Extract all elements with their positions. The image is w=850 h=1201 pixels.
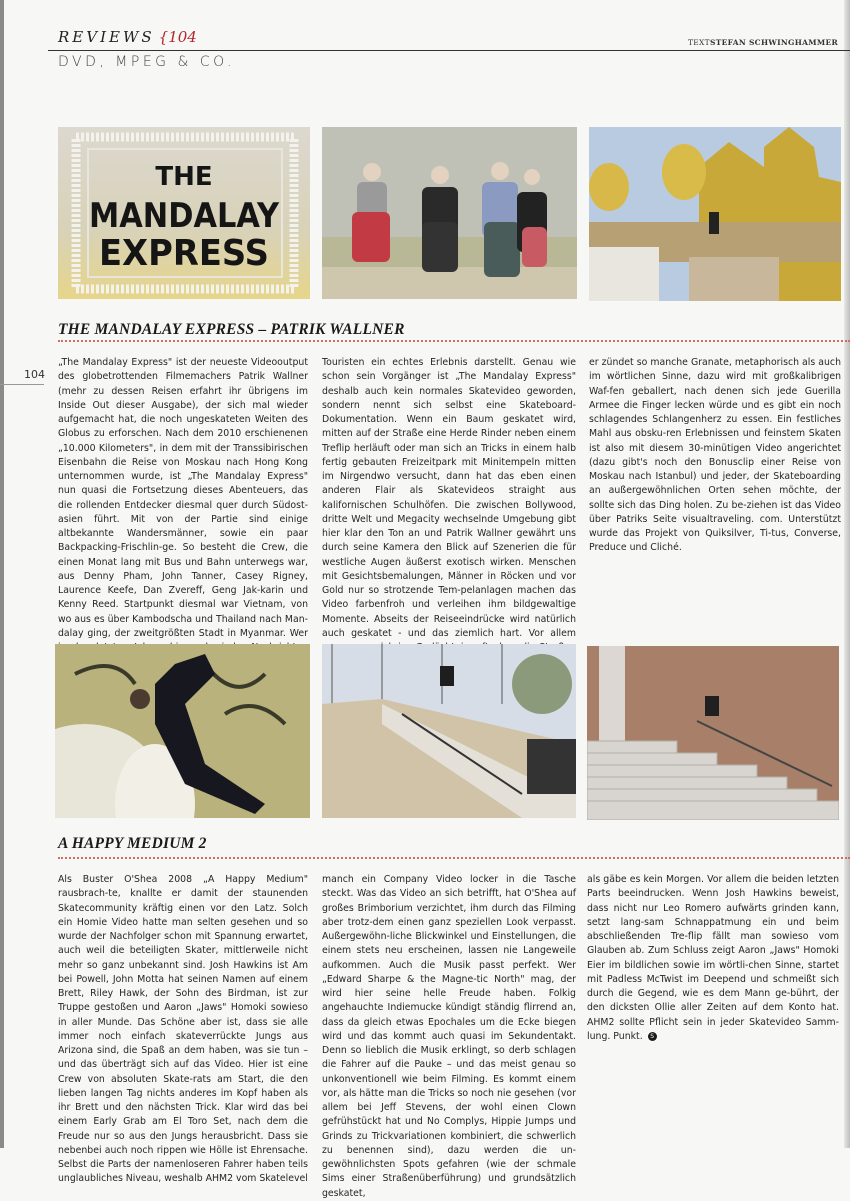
pool-graffiti-photo [55, 644, 310, 818]
section-kicker [58, 28, 197, 46]
header-rule [48, 50, 850, 51]
page-reference: {104 [158, 28, 197, 46]
review2-paragraph-2: manch ein Company Video locker in die Tasche steckt. Was das Video an sich betrifft, hat O'Shea auf großes Brimborium verzichtet, ihm durch das Filming aber trotz-dem einen ganz speziellen Look verpasst. Außergewöhn-liche Blickwinkel und Einstellungen, die einem stets neu erscheinen, lassen nie Langeweile aufkommen. Auch die Musik passt perfekt. Wer „Edward Sharpe & the Magne-tic North" mag, der wird hier seine helle Freude haben. Folkig angehauchte Indiemucke kündigt ständig flirrend an, dass da gleich etwas Epochales um die Ecke biegen wird und das kommt auch quasi im Sekundentakt. Denn so lieblich die Musik erklingt, so derb schlagen die Fahrer auf die Pauke – und das meist genau so unkonventionell wie beim Filming. Es kommt einem vor, als hätte man die Tricks so noch nie gesehen (vor allem bei Jeff Stevens, der wohl einen Clown gefrühstückt hat und No Complys, Hippie Jumps und Grinds zu Trickvariationen kombiniert, die schwerlich zu benennen sind), dazu werden die un-gewöhnlichsten Spots gefahren (wie der schmale Sims einer Straßenüberführung) und grundsätzlich geskatet, [322, 874, 576, 1199]
page-binding-edge [0, 0, 4, 1148]
section-subtitle: DVD, MPEG & CO. [58, 54, 236, 70]
author-credit [688, 38, 838, 47]
cover-image [58, 127, 310, 299]
handrail-stairs-photo [587, 646, 839, 820]
review2-paragraph-3: als gäbe es kein Morgen. Vor allem die beiden letzten Parts beeindrucken. Wenn Josh Hawkins beweist, dass nicht nur Leo Romero aufwärts grinden kann, setzt lang-sam Schnappatmung ein und beim abschließenden Tre-flip fällt man sowieso vom Glauben ab. Zum Schluss zeigt Aaron „Jaws" Homoki Eier im bildlichen sowie im wörtli-chen Sinne, startet mit Padless McTwist im Deepend und schmeißt sich durch die Gegend, wie es dem Mann ge-bührt, der den dicksten Ollie aller Zeiten auf dem Konto hat. AHM2 sollte Pflicht sein in jeder Skatevideo Samm-lung. Punkt. [587, 874, 839, 1042]
title-divider [58, 857, 850, 859]
section-label: REVIEWS [58, 28, 155, 46]
review-title-happy-medium-2: A HAPPY MEDIUM 2 [58, 835, 207, 852]
page-gutter-shadow [844, 0, 850, 1148]
credit-author: STEFAN SCHWINGHAMMER [709, 38, 838, 47]
review1-paragraph-1: „The Mandalay Express" ist der neueste Videooutput des globetrottenden Filmemachers Patrik Wallner (mehr zu dessen Reisen erfahrt ihr übrigens im Inside Out dieser Ausgabe), der sich mal wieder aufgemacht hat, die noch ungeskateten Weiten des Globus zu erforschen. Nach dem 2010 erschienenen „10.000 Kilometers", in dem mit der Transsibirischen Eisenbahn die Reise von Moskau nach Hong Kong unternommen wurde, ist „The Mandalay Express" nun quasi die Fortsetzung dieses Abenteuers, das die rollenden Entdecker diesmal quer durch Südost-asien führt. Mit von der Partie sind einige altbekannte Wandersmänner, sowie ein paar Backpacking-Frischlin-ge. So besteht die Crew, die einen Monat lang mit Bus und Bahn unterwegs war, aus Denny Pham, John Tanner, Casey Rigney, Laurence Keefe, Dan Zvereff, Geng Jak-karin und Kenny Reed. Startpunkt diesmal war Vietnam, von wo aus es über Kambodscha und Thailand nach Man-dalay ging, der zweitgrößten Stadt in Myanmar. Wer [58, 357, 308, 639]
title-divider [58, 340, 850, 342]
review2-paragraph-3-wrap [587, 873, 839, 1044]
cover-title-the: THE [155, 162, 213, 192]
page-number: 104 [24, 368, 45, 381]
review2-column-3 [587, 873, 839, 1044]
page-number-rule [0, 384, 44, 385]
review1-column-3 [589, 356, 841, 556]
end-of-article-icon: S [648, 1032, 657, 1041]
cover-title-express: EXPRESS [99, 233, 269, 274]
review-title-mandalay-express: THE MANDALAY EXPRESS – PATRIK WALLNER [58, 321, 405, 338]
cover-title-mandalay: MANDALAY [89, 196, 280, 236]
credit-prefix: TEXT [687, 38, 710, 47]
review2-column-2 [322, 873, 576, 1201]
stair-kickflip-photo [322, 644, 576, 818]
motorbike-crew-photo [322, 127, 577, 299]
review1-paragraph-2: Touristen ein echtes Erlebnis darstellt. Genau wie schon sein Vorgänger ist „The Mandalay Express" deshalb auch kein normales Skatevideo geworden, sondern nennt sich selbst eine Skateboard-Dokumentation. Wenn ein Baum geskatet wird, mitten auf der Straße eine Herde Rinder neben einem Treflip herläuft oder man sich an Tricks in einem halb fertig gebauten Freizeitpark mit Minitempeln mitten im Nirgendwo versucht, dann hat das eben einen anderen Flair als Skatevideos straight aus kalifornischen Schulhöfen. Die zwischen Bollywood, dritte Welt und Megacity wechselnde Umgebung gibt hier klar den Ton an und Patrik Wallner gewährt uns durch seine Kamera den Blick auf Szenerien die für westliche Augen äußerst exotisch wirken. Menschen mit Gesichtsbemalungen, Männer in Röcken und vor Gold nur so strotzende Tem-pelanlagen machen das Video farbenfroh und verleihen ihm bildgewaltige Momente. Abseits der Reiseeindrücke wird natürlich auch geskatet - und das ziemlich hart. Vor allem [322, 357, 576, 639]
review2-paragraph-1: Als Buster O'Shea 2008 „A Happy Medium" rausbrach-te, knallte er damit der staunenden Skatecommunity kräftig einen vor den Latz. Solch ein Homie Video hatte man selten gesehen und so wurde der Nachfolger schon mit Spannung erwartet, auch weil die beteiligten Skater, mittlerweile nicht mehr so ganz unbekannt sind. Josh Hawkins ist Am bei Powell, John Motta hat seinen Namen auf einem Brett, Riley Hawk, der Sohn des Birdman, ist zur Truppe gestoßen und Aaron „Jaws" Homoki sowieso in aller Munde. Das Schöne aber ist, dass sie alle immer noch einfach skateverrückte Jungs aus Arizona sind, die Spaß an dem haben, was sie tun – und das überträgt sich auf das Video. Hier ist eine Crew von absoluten Skate-rats am Start, die den lieben langen Tag nichts anderes im Kopf haben als ihr Brett und den nächsten Trick. Klar wird das bei einem Early Grab am El Toro Set, nach dem die Freude nur so aus den Jungs herausbricht. Dass sie nebenbei auch noch rippen wie Hölle ist Ehrensache. Selbst die Parts der namenloseren Fahrer haben teils unglaubliches Niveau, weshalb AHM2 vom Skatelevel [58, 874, 308, 1185]
review2-column-1 [58, 873, 308, 1187]
review1-paragraph-3: er zündet so manche Granate, metaphorisch als auch im wörtlichen Sinne, dazu wird mit großkalibrigen Waf-fen geballert, nach denen sich jede Guerilla Armee die Finger lecken würde und es gibt ein noch schlagendes Schlangenherz zu essen. Ein festliches Mahl aus obsku-ren Erlebnissen und feinstem Skaten ist also mit diesem 30-minütigen Video angerichtet (dazu gibt's noch den Bonusclip einer Reise von Moskau nach Istanbul) und jeder, der Skateboarding an außergewöhnlichen Orten sehen möchte, der sollte sich das Ding holen. Zu be-ziehen ist das Video über Patriks Seite visualtraveling. com. Unterstützt wurde das Projekt von Quiksilver, Ti-tus, Converse, Preduce und Cliché. [589, 357, 841, 554]
temple-skate-photo [589, 127, 841, 301]
